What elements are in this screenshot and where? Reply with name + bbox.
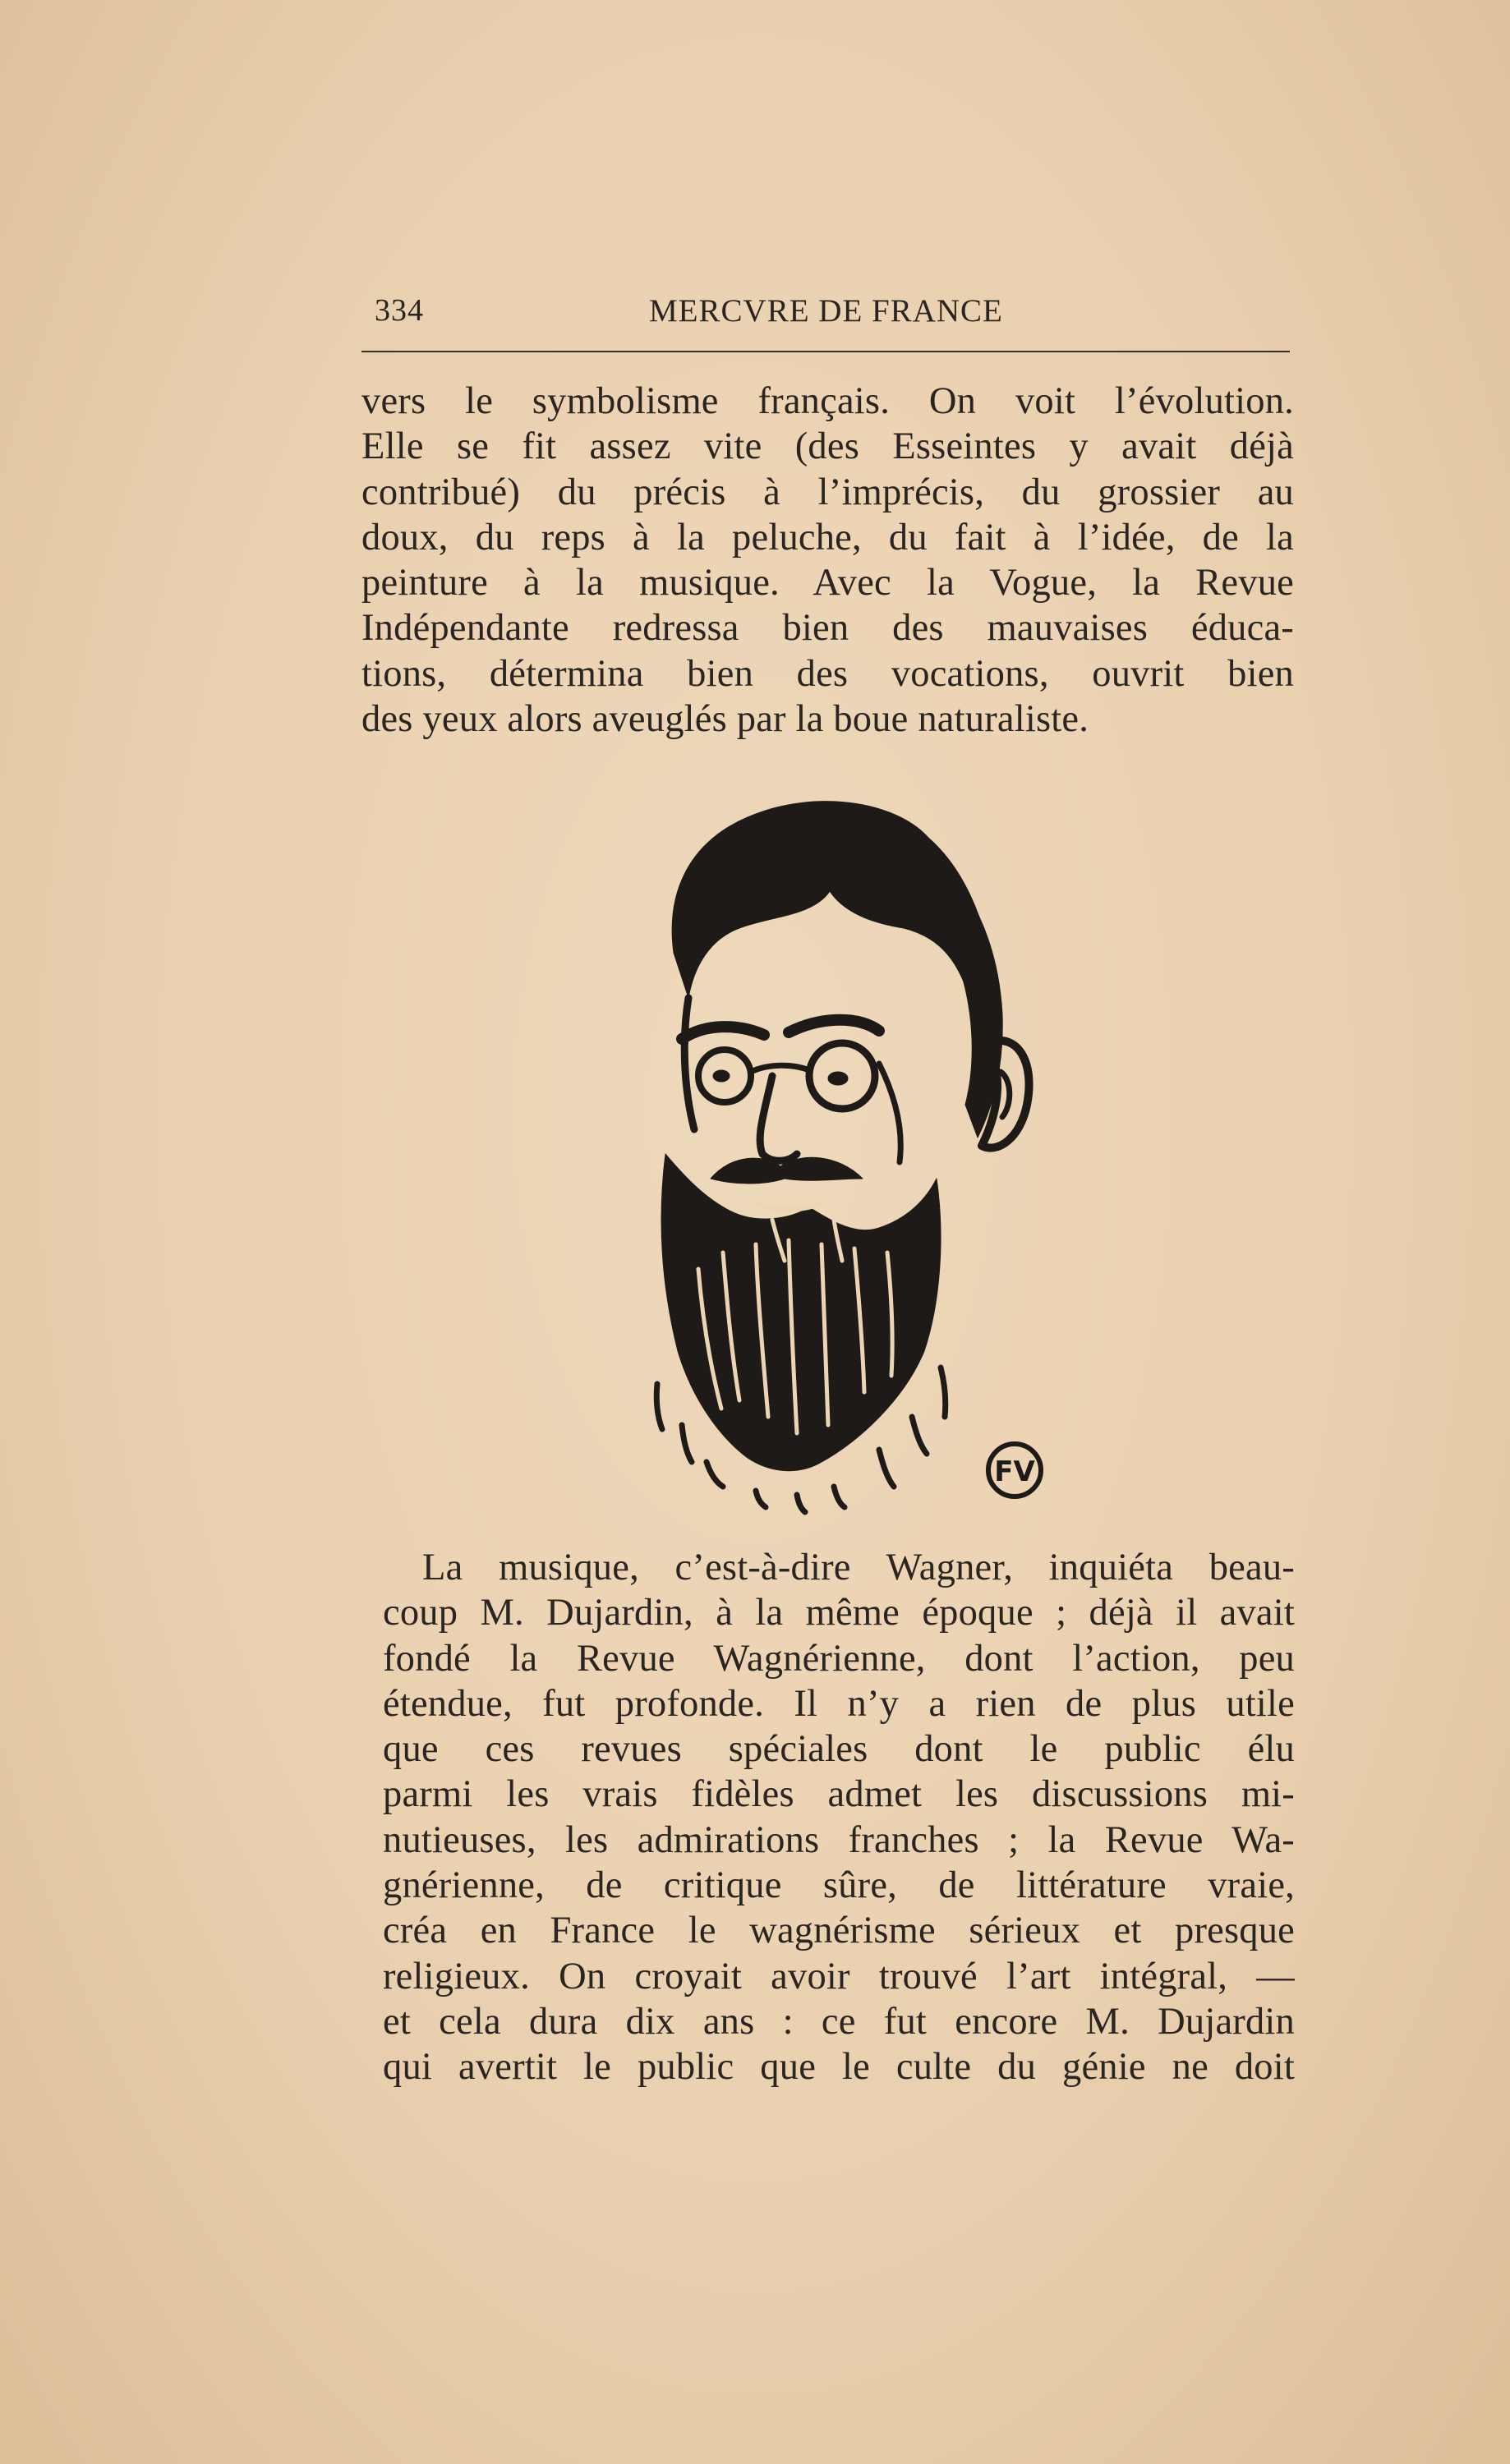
paragraph-2 bbox=[383, 1545, 1295, 2090]
paragraph-1 bbox=[361, 379, 1294, 742]
text-line: qui avertit le public que le culte du génie ne doit bbox=[383, 2046, 1295, 2089]
text-line: La musique, c’est-à-dire Wagner, inquiéta beau- bbox=[422, 1547, 1295, 1588]
running-head bbox=[361, 289, 1290, 330]
text-line: Indépendante redressa bien des mauvaises éduca- bbox=[361, 607, 1294, 650]
monogram-fv bbox=[988, 1444, 1041, 1496]
text-line: coup M. Dujardin, à la même époque ; déjà il avait bbox=[383, 1592, 1295, 1634]
text-line: fondé la Revue Wagnérienne, dont l’action, peu bbox=[383, 1637, 1295, 1680]
text-line: que ces revues spéciales dont le public élu bbox=[383, 1728, 1295, 1771]
text-line: étendue, fut profonde. Il n’y a rien de plus utile bbox=[383, 1682, 1295, 1725]
text-line: religieux. On croyait avoir trouvé l’art intégral, — bbox=[383, 1955, 1295, 1997]
text-line: des yeux alors aveuglés par la boue naturaliste. bbox=[361, 698, 1089, 741]
text-line: contribué) du précis à l’imprécis, du grossier au bbox=[361, 471, 1294, 513]
text-line: doux, du reps à la peluche, du fait à l’idée, de la bbox=[361, 516, 1294, 559]
text-line: nutieuses, les admirations franches ; la Revue Wa- bbox=[383, 1818, 1295, 1861]
text-line: créa en France le wagnérisme sérieux et presque bbox=[383, 1910, 1295, 1952]
text-line: Elle se fit assez vite (des Esseintes y avait déjà bbox=[361, 425, 1294, 468]
text-line: tions, détermina bien des vocations, ouvrit bien bbox=[361, 652, 1294, 695]
header-rule bbox=[361, 351, 1290, 352]
page-number: 334 bbox=[375, 293, 424, 328]
text-line: gnérienne, de critique sûre, de littérature vraie, bbox=[383, 1864, 1295, 1907]
text-line: vers le symbolisme français. On voit l’évolution. bbox=[361, 380, 1294, 422]
monogram-text: FV bbox=[994, 1455, 1035, 1488]
text-line: et cela dura dix ans : ce fut encore M. Dujardin bbox=[383, 2000, 1295, 2043]
portrait-woodcut bbox=[633, 793, 1076, 1515]
text-line: parmi les vrais fidèles admet les discussions mi- bbox=[383, 1773, 1295, 1816]
journal-title: MERCVRE DE FRANCE bbox=[649, 293, 1003, 329]
text-line: peinture à la musique. Avec la Vogue, la Revue bbox=[361, 562, 1294, 605]
